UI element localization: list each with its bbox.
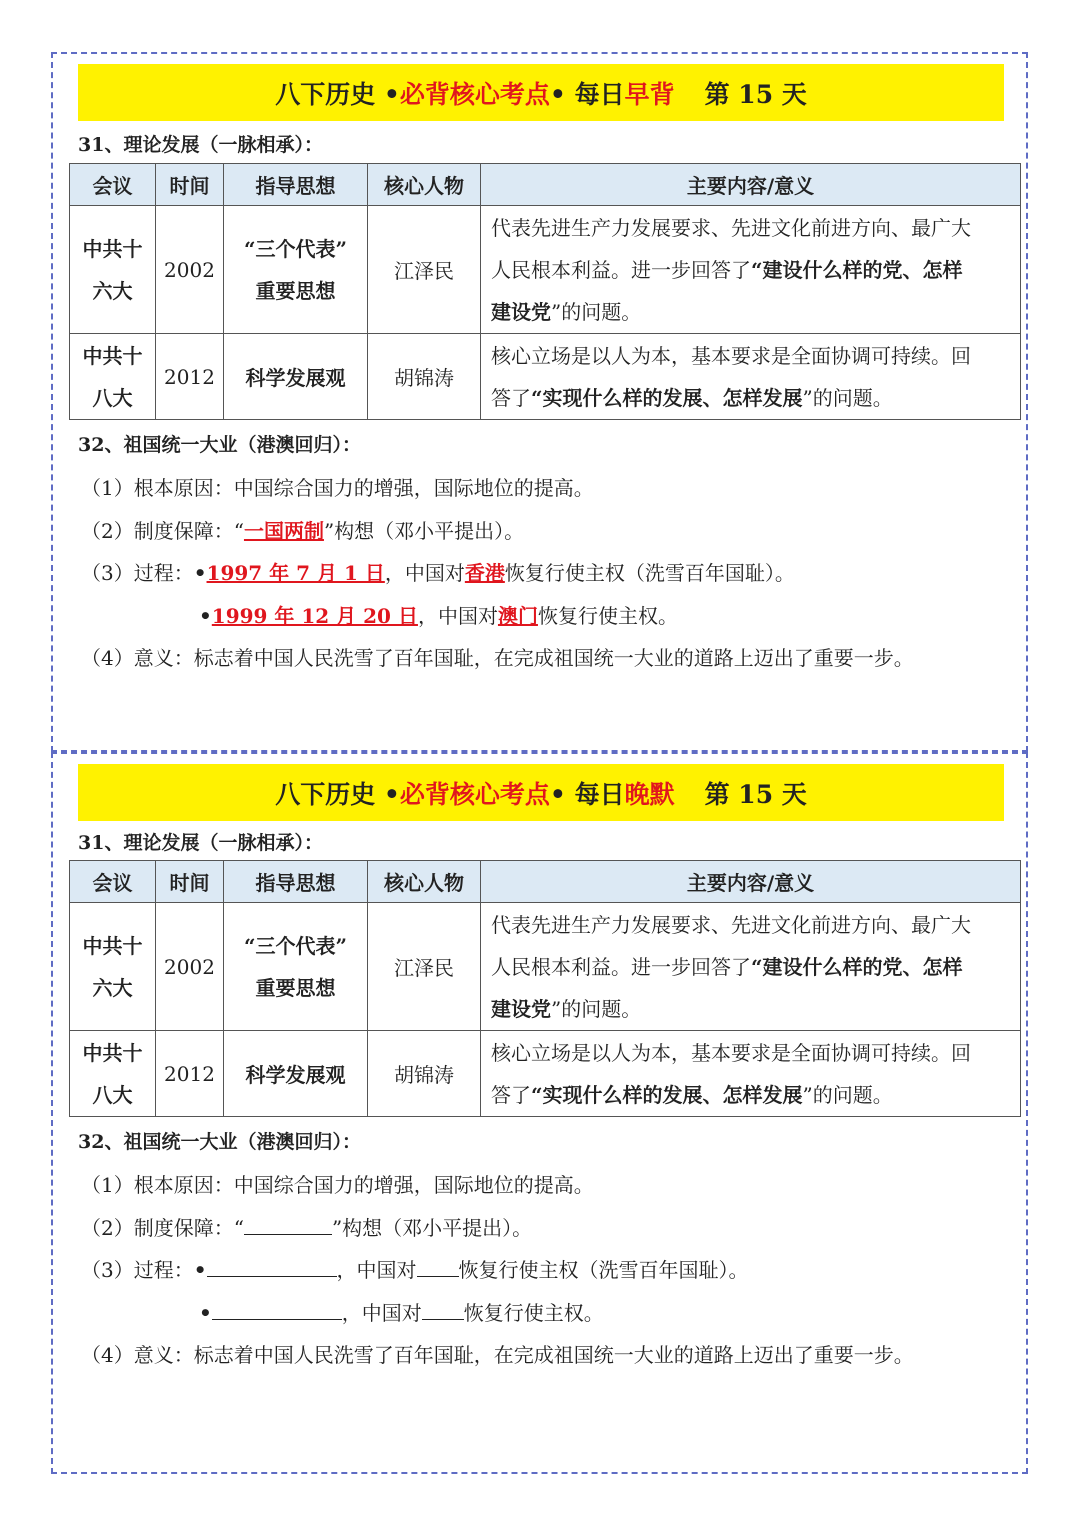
section-32-title: 32、祖国统一大业（港澳回归）： [78,1131,361,1153]
table-row [70,1031,1021,1117]
panel-evening [51,752,1028,1474]
answer-macau: 澳门 [497,604,538,628]
table-row [70,334,1021,420]
header-meeting: 会议 [70,861,156,903]
section-31-title: 31、理论发展（一脉相承）： [78,832,323,854]
item-institution: （2）制度保障：“一国两制”构想（邓小平提出）。 [81,519,525,543]
cell-meeting: 中共十 八大 [70,1031,156,1117]
blank-place-macau[interactable] [422,1299,464,1320]
cell-year: 2002 [156,206,224,334]
banner-day: 第 15 天 [704,79,807,109]
item-root-cause: （1）根本原因：中国综合国力的增强，国际地位的提高。 [81,1173,594,1197]
cell-meeting: 中共十 六大 [70,206,156,334]
header-person: 核心人物 [368,164,481,206]
bullet-icon: • [193,1258,207,1282]
table-header-row [70,861,1021,903]
cell-meeting: 中共十 六大 [70,903,156,1031]
cell-year: 2012 [156,1031,224,1117]
cell-person: 胡锦涛 [368,334,481,420]
item-significance: （4）意义：标志着中国人民洗雪了百年国耻，在完成祖国统一大业的道路上迈出了重要一步。 [81,646,914,670]
bullet-icon: • [193,561,207,585]
item-process-hk: （3）过程：• ，中国对 恢复行使主权（洗雪百年国耻）。 [81,1258,749,1282]
cell-year: 2012 [156,334,224,420]
item-process-macau: • ，中国对 恢复行使主权。 [199,1301,604,1325]
header-time: 时间 [156,861,224,903]
cell-content: 核心立场是以人为本，基本要求是全面协调可持续。回 答了“实现什么样的发展、怎样发展”的问题。 [481,334,1021,420]
blank-institution[interactable] [244,1214,332,1235]
banner-day: 第 15 天 [704,779,807,809]
table-header-row [70,164,1021,206]
section-31-title: 31、理论发展（一脉相承）： [78,134,323,156]
banner-prefix: 八下历史 • [275,779,400,809]
cell-content: 代表先进生产力发展要求、先进文化前进方向、最广大 人民根本利益。进一步回答了“建设什么样的党、怎样 建设党”的问题。 [481,206,1021,334]
item-root-cause: （1）根本原因：中国综合国力的增强，国际地位的提高。 [81,476,594,500]
header-meeting: 会议 [70,164,156,206]
answer-date-macau: 1999 年 12 月 20 日 [211,604,418,628]
bullet-icon: • [199,604,212,628]
cell-year: 2002 [156,903,224,1031]
answer-one-country-two-systems: 一国两制 [243,519,324,543]
header-thought: 指导思想 [224,861,368,903]
banner-mid: • 每日 [549,779,625,809]
table-row [70,903,1021,1031]
banner-highlight: 必背核心考点 [399,79,550,109]
panel-morning [51,52,1028,752]
banner [78,764,1004,821]
header-time: 时间 [156,164,224,206]
answer-date-hk: 1997 年 7 月 1 日 [206,561,385,585]
blank-date-macau[interactable] [212,1299,342,1320]
banner-highlight: 必背核心考点 [399,779,550,809]
theory-table [69,163,1021,420]
header-thought: 指导思想 [224,164,368,206]
cell-content: 核心立场是以人为本，基本要求是全面协调可持续。回 答了“实现什么样的发展、怎样发展”的问题。 [481,1031,1021,1117]
blank-place-hk[interactable] [417,1256,459,1277]
table-row [70,206,1021,334]
item-process-hk: （3）过程：•1997 年 7 月 1 日，中国对香港恢复行使主权（洗雪百年国耻）。 [81,561,795,585]
cell-thought: “三个代表” 重要思想 [224,206,368,334]
cell-meeting: 中共十 八大 [70,334,156,420]
banner-mid: • 每日 [549,79,625,109]
banner [78,64,1004,121]
item-institution: （2）制度保障：“ ”构想（邓小平提出）。 [81,1216,533,1240]
answer-hong-kong: 香港 [464,561,505,585]
banner-session: 晚默 [624,779,675,809]
header-content: 主要内容/意义 [481,164,1021,206]
blank-date-hk[interactable] [207,1256,337,1277]
cell-person: 江泽民 [368,206,481,334]
header-content: 主要内容/意义 [481,861,1021,903]
cell-content: 代表先进生产力发展要求、先进文化前进方向、最广大 人民根本利益。进一步回答了“建设什么样的党、怎样 建设党”的问题。 [481,903,1021,1031]
item-significance: （4）意义：标志着中国人民洗雪了百年国耻，在完成祖国统一大业的道路上迈出了重要一步。 [81,1343,914,1367]
section-32-title: 32、祖国统一大业（港澳回归）： [78,434,361,456]
cell-thought: “三个代表” 重要思想 [224,903,368,1031]
banner-prefix: 八下历史 • [275,79,400,109]
bullet-icon: • [199,1301,212,1325]
header-person: 核心人物 [368,861,481,903]
item-process-macau: •1999 年 12 月 20 日，中国对澳门恢复行使主权。 [199,604,678,628]
cell-thought: 科学发展观 [224,334,368,420]
cell-thought: 科学发展观 [224,1031,368,1117]
cell-person: 江泽民 [368,903,481,1031]
cell-person: 胡锦涛 [368,1031,481,1117]
banner-session: 早背 [624,79,675,109]
theory-table [69,860,1021,1117]
